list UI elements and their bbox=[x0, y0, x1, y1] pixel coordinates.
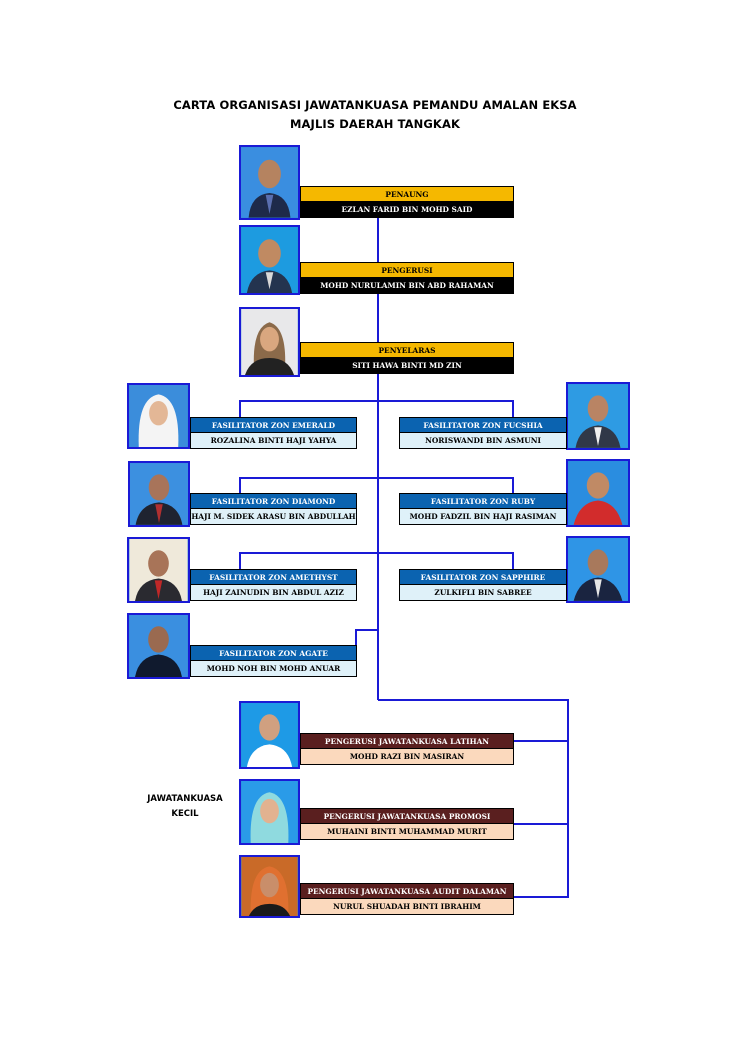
person-icon bbox=[130, 463, 188, 525]
person-icon bbox=[129, 385, 188, 447]
node-pengerusi bbox=[300, 262, 514, 294]
node-name: ZULKIFLI BIN SABREE bbox=[399, 585, 567, 601]
photo-sapphire bbox=[566, 536, 630, 603]
node-name: MOHD NURULAMIN BIN ABD RAHAMAN bbox=[300, 278, 514, 294]
person-icon bbox=[568, 461, 628, 525]
subcommittee-label bbox=[130, 792, 240, 822]
node-diamond bbox=[190, 493, 357, 525]
photo-audit bbox=[239, 855, 300, 918]
connector-row3 bbox=[240, 553, 513, 569]
photo-emerald bbox=[127, 383, 190, 449]
node-title: FASILITATOR ZON AMETHYST bbox=[190, 569, 357, 585]
node-emerald bbox=[190, 417, 357, 449]
node-promosi bbox=[300, 808, 514, 840]
node-name: MOHD FADZIL BIN HAJI RASIMAN bbox=[399, 509, 567, 525]
node-title: PENGERUSI JAWATANKUASA PROMOSI bbox=[300, 808, 514, 824]
node-name: HAJI ZAINUDIN BIN ABDUL AZIZ bbox=[190, 585, 357, 601]
node-name: SITI HAWA BINTI MD ZIN bbox=[300, 358, 514, 374]
node-amethyst bbox=[190, 569, 357, 601]
node-name: MUHAINI BINTI MUHAMMAD MURIT bbox=[300, 824, 514, 840]
photo-ruby bbox=[566, 459, 630, 527]
person-icon bbox=[241, 227, 298, 293]
node-title: PENGERUSI bbox=[300, 262, 514, 278]
photo-latihan bbox=[239, 701, 300, 769]
photo-diamond bbox=[128, 461, 190, 527]
subcommittee-label-line1: JAWATANKUASA bbox=[147, 794, 223, 804]
photo-amethyst bbox=[127, 537, 190, 603]
node-audit bbox=[300, 883, 514, 915]
node-name: NURUL SHUADAH BINTI IBRAHIM bbox=[300, 899, 514, 915]
photo-agate bbox=[127, 613, 190, 679]
chart-title-line1: CARTA ORGANISASI JAWATANKUASA PEMANDU AMALAN EKSA bbox=[173, 98, 577, 112]
subcommittee-label-line2: KECIL bbox=[171, 809, 199, 819]
node-title: FASILITATOR ZON EMERALD bbox=[190, 417, 357, 433]
person-icon bbox=[241, 781, 298, 843]
node-title: FASILITATOR ZON DIAMOND bbox=[190, 493, 357, 509]
person-icon bbox=[241, 147, 298, 218]
node-name: HAJI M. SIDEK ARASU BIN ABDULLAH bbox=[190, 509, 357, 525]
person-icon bbox=[241, 703, 298, 767]
node-title: FASILITATOR ZON FUCSHIA bbox=[399, 417, 567, 433]
person-icon bbox=[568, 384, 628, 448]
node-agate bbox=[190, 645, 357, 677]
photo-promosi bbox=[239, 779, 300, 845]
node-title: PENYELARAS bbox=[300, 342, 514, 358]
person-icon bbox=[129, 539, 188, 601]
photo-penaung bbox=[239, 145, 300, 220]
person-icon bbox=[241, 309, 298, 375]
node-name: EZLAN FARID BIN MOHD SAID bbox=[300, 202, 514, 218]
person-icon bbox=[129, 615, 188, 677]
node-ruby bbox=[399, 493, 567, 525]
connector-row1 bbox=[240, 401, 513, 417]
node-name: NORISWANDI BIN ASMUNI bbox=[399, 433, 567, 449]
photo-fucshia bbox=[566, 382, 630, 450]
node-penaung bbox=[300, 186, 514, 218]
node-title: PENAUNG bbox=[300, 186, 514, 202]
node-fucshia bbox=[399, 417, 567, 449]
node-title: FASILITATOR ZON SAPPHIRE bbox=[399, 569, 567, 585]
connector-row2 bbox=[240, 478, 513, 493]
node-latihan bbox=[300, 733, 514, 765]
photo-penyelaras bbox=[239, 307, 300, 377]
node-title: PENGERUSI JAWATANKUASA AUDIT DALAMAN bbox=[300, 883, 514, 899]
node-name: ROZALINA BINTI HAJI YAHYA bbox=[190, 433, 357, 449]
person-icon bbox=[241, 857, 298, 916]
node-penyelaras bbox=[300, 342, 514, 374]
photo-pengerusi bbox=[239, 225, 300, 295]
connector-subcommittee-bus bbox=[378, 700, 568, 897]
person-icon bbox=[568, 538, 628, 601]
connector-agate bbox=[356, 630, 378, 645]
node-title: FASILITATOR ZON AGATE bbox=[190, 645, 357, 661]
node-name: MOHD NOH BIN MOHD ANUAR bbox=[190, 661, 357, 677]
node-name: MOHD RAZI BIN MASIRAN bbox=[300, 749, 514, 765]
node-title: PENGERUSI JAWATANKUASA LATIHAN bbox=[300, 733, 514, 749]
node-sapphire bbox=[399, 569, 567, 601]
chart-title-line2: MAJLIS DAERAH TANGKAK bbox=[290, 117, 460, 131]
node-title: FASILITATOR ZON RUBY bbox=[399, 493, 567, 509]
